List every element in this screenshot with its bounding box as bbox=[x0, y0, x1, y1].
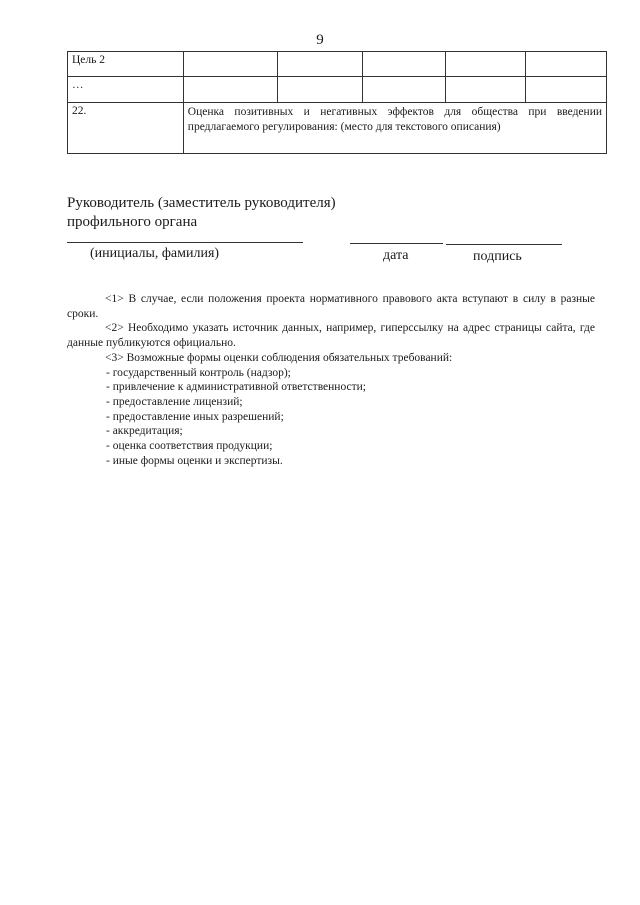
name-signature-line bbox=[67, 242, 303, 243]
item-number: 22. bbox=[72, 105, 87, 117]
footnote-2: <2> Необходимо указать источник данных, например, гиперссылку на адрес страницы сайта, где данные публикуются официально. bbox=[67, 322, 595, 350]
list-item: - оценка соответствия продукции; bbox=[106, 440, 273, 453]
table-cell bbox=[277, 52, 363, 77]
page-number: 9 bbox=[316, 32, 324, 48]
signatory-title bbox=[67, 194, 336, 232]
goal-label-cell: Цель 2 bbox=[68, 52, 184, 77]
assessment-table bbox=[67, 51, 607, 154]
table-cell bbox=[183, 77, 277, 103]
table-row bbox=[68, 52, 607, 77]
list-item: - аккредитация; bbox=[106, 425, 183, 438]
table-row bbox=[68, 77, 607, 103]
list-item: - предоставление лицензий; bbox=[106, 395, 243, 408]
date-caption: дата bbox=[383, 248, 409, 263]
name-caption: (инициалы, фамилия) bbox=[90, 246, 220, 261]
sign-caption: подпись bbox=[473, 249, 522, 264]
item-description: Оценка позитивных и негативных эффектов для общества при введении предлагаемого регулирования: (место для текстового описания) bbox=[187, 106, 602, 133]
table-cell bbox=[526, 52, 607, 77]
table-cell bbox=[363, 77, 446, 103]
table-cell bbox=[526, 77, 607, 103]
table-cell bbox=[277, 77, 363, 103]
signatory-title-line1: Руководитель (заместитель руководителя) bbox=[67, 195, 336, 211]
date-signature-line bbox=[350, 243, 443, 244]
table-cell bbox=[446, 77, 526, 103]
list-item: - привлечение к административной ответственности; bbox=[106, 381, 366, 394]
item-number-cell bbox=[68, 103, 184, 154]
list-item: - иные формы оценки и экспертизы. bbox=[106, 454, 283, 467]
table-cell bbox=[446, 52, 526, 77]
footnote-1: <1> В случае, если положения проекта нормативного правового акта вступают в силу в разные сроки. bbox=[67, 293, 595, 320]
ellipsis-cell: … bbox=[68, 77, 184, 103]
table-cell bbox=[183, 52, 277, 77]
list-item: - государственный контроль (надзор); bbox=[106, 366, 291, 379]
assessment-forms-list bbox=[67, 366, 595, 469]
sign-signature-line bbox=[446, 244, 562, 245]
list-item: - предоставление иных разрешений; bbox=[106, 410, 284, 423]
footnote-3: <3> Возможные формы оценки соблюдения обязательных требований: bbox=[105, 351, 453, 364]
table-cell bbox=[363, 52, 446, 77]
item-description-cell bbox=[183, 103, 606, 154]
table-row bbox=[68, 103, 607, 154]
footnotes bbox=[67, 292, 595, 468]
signatory-title-line2: профильного органа bbox=[67, 214, 198, 230]
